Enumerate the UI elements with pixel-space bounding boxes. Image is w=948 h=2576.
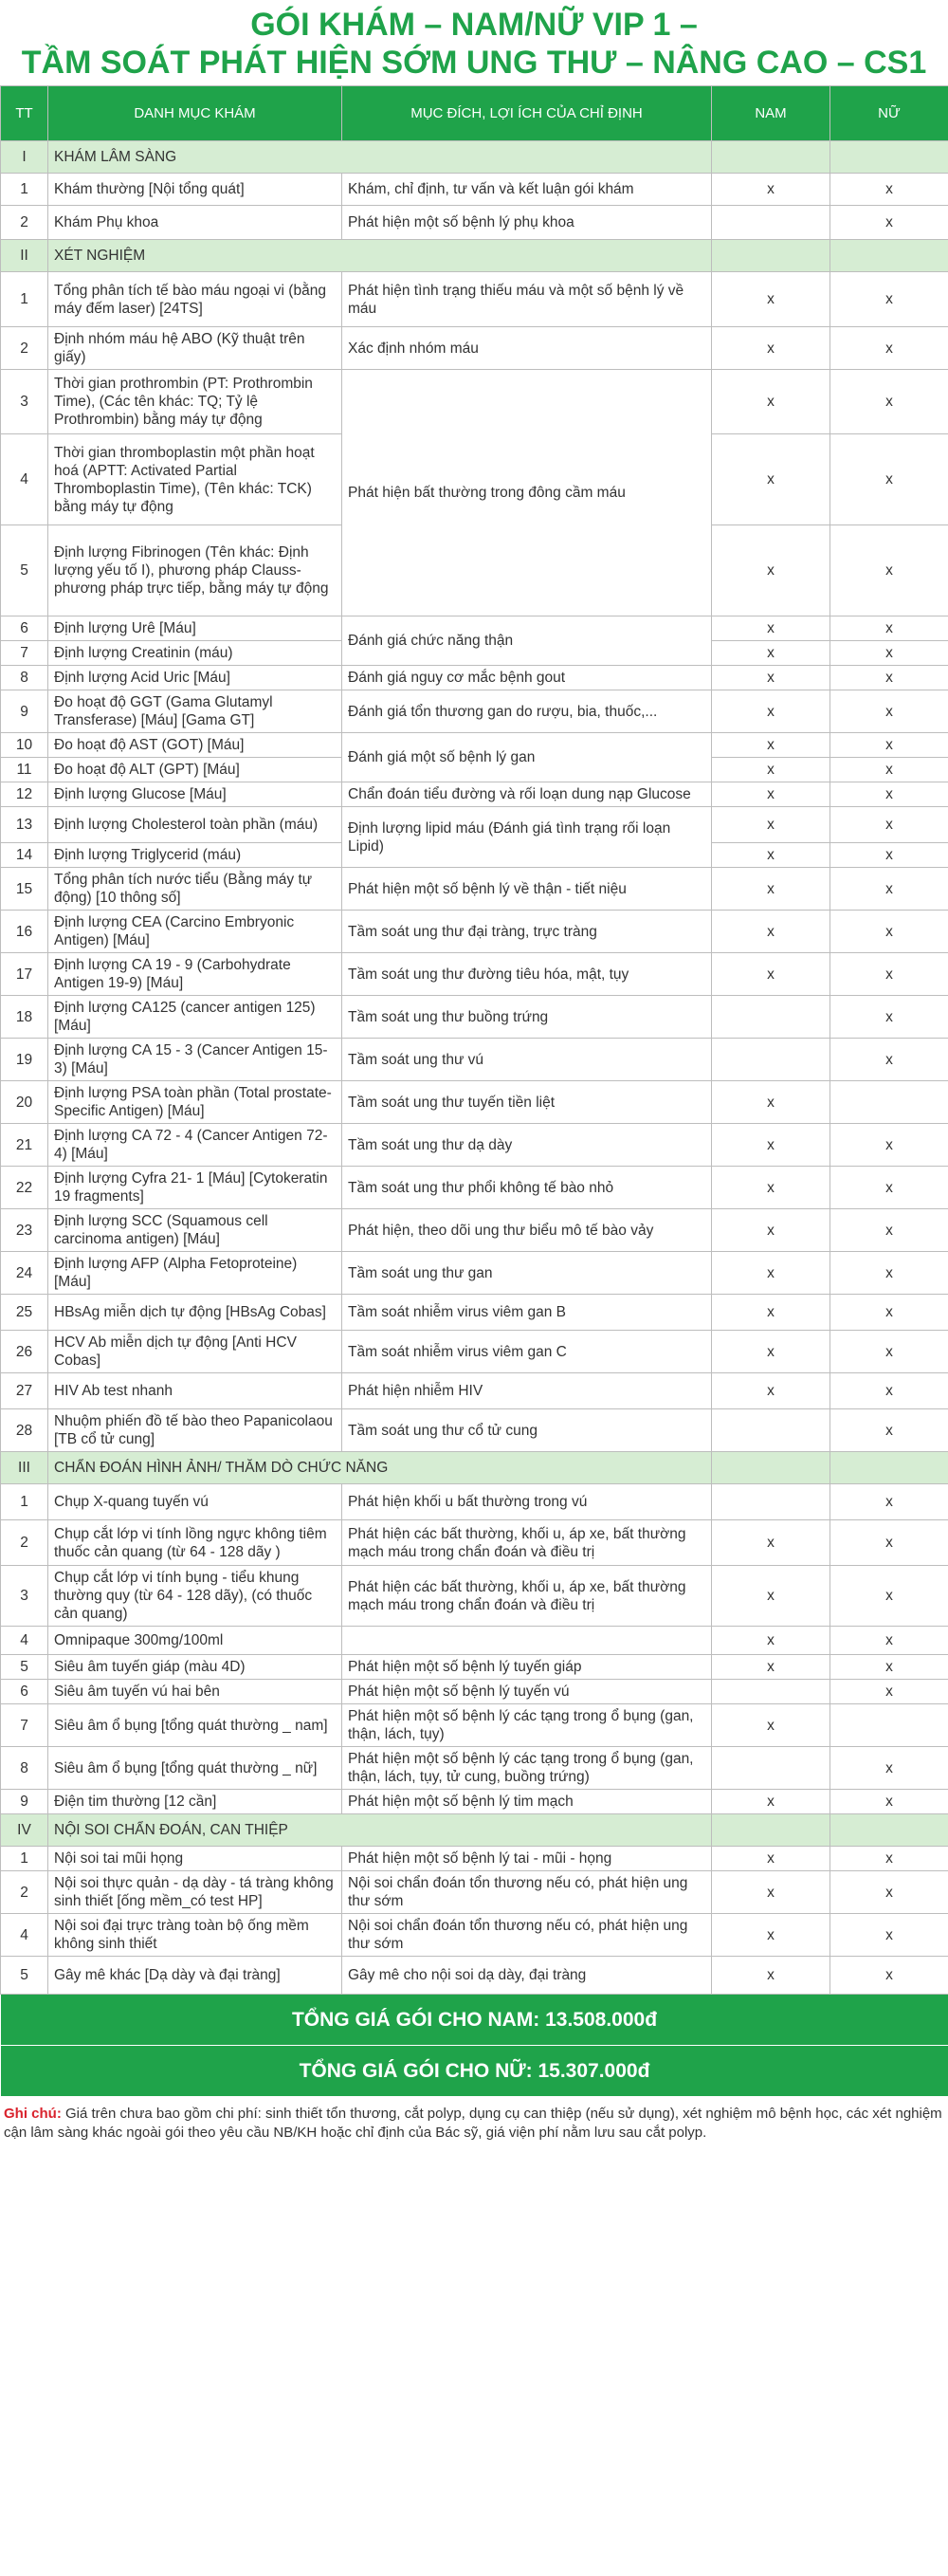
section-title: NỘI SOI CHẨN ĐOÁN, CAN THIỆP	[48, 1814, 712, 1847]
header-male: NAM	[712, 86, 830, 141]
row-number: 4	[1, 434, 48, 525]
male-mark: x	[712, 525, 830, 616]
item-name: Siêu âm ổ bụng [tổng quát thường _ nữ]	[48, 1747, 342, 1790]
item-name: Tổng phân tích tế bào máu ngoại vi (bằng máy đếm laser) [24TS]	[48, 272, 342, 327]
row-number: 20	[1, 1081, 48, 1124]
item-name: Định lượng CA 19 - 9 (Carbohydrate Antigen 19-9) [Máu]	[48, 953, 342, 996]
row-number: 23	[1, 1209, 48, 1252]
male-mark: x	[712, 1914, 830, 1957]
item-name: Định lượng CA 72 - 4 (Cancer Antigen 72- 4) [Máu]	[48, 1124, 342, 1167]
row-number: 7	[1, 641, 48, 666]
row-number: 8	[1, 1747, 48, 1790]
row-number: 19	[1, 1039, 48, 1081]
item-name: Đo hoạt độ GGT (Gama Glutamyl Transferase) [Máu] [Gama GT]	[48, 690, 342, 733]
item-purpose: Phát hiện các bất thường, khối u, áp xe, bất thường mạch máu trong chẩn đoán và điều trị	[342, 1520, 712, 1566]
female-mark: x	[830, 370, 948, 434]
female-mark: x	[830, 733, 948, 758]
row-number: 14	[1, 843, 48, 868]
item-purpose: Phát hiện một số bệnh lý về thận - tiết niệu	[342, 868, 712, 911]
item-purpose: Đánh giá chức năng thận	[342, 616, 712, 666]
table-header	[1, 86, 948, 141]
item-purpose: Phát hiện bất thường trong đông cầm máu	[342, 370, 712, 616]
total-male-row	[1, 1995, 948, 2046]
female-mark: x	[830, 690, 948, 733]
item-name: Nội soi tai mũi họng	[48, 1847, 342, 1871]
item-name: Siêu âm tuyến giáp (màu 4D)	[48, 1655, 342, 1680]
item-purpose: Tầm soát ung thư phổi không tế bào nhỏ	[342, 1167, 712, 1209]
row-number: 3	[1, 1566, 48, 1627]
item-purpose: Tầm soát ung thư buồng trứng	[342, 996, 712, 1039]
row-number: 15	[1, 868, 48, 911]
male-mark: x	[712, 1655, 830, 1680]
row-number: 11	[1, 758, 48, 782]
male-mark: x	[712, 1124, 830, 1167]
item-purpose: Phát hiện, theo dõi ung thư biểu mô tế bào vảy	[342, 1209, 712, 1252]
item-name: Siêu âm ổ bụng [tổng quát thường _ nam]	[48, 1704, 342, 1747]
item-name: Chụp cắt lớp vi tính lồng ngực không tiêm thuốc cản quang (từ 64 - 128 dãy )	[48, 1520, 342, 1566]
item-purpose: Tầm soát nhiễm virus viêm gan B	[342, 1295, 712, 1331]
title-line-2: TẦM SOÁT PHÁT HIỆN SỚM UNG THƯ – NÂNG CAO – CS1	[21, 45, 927, 81]
item-purpose: Tầm soát ung thư dạ dày	[342, 1124, 712, 1167]
female-mark: x	[830, 272, 948, 327]
table-row	[1, 1209, 948, 1252]
item-purpose: Đánh giá một số bệnh lý gan	[342, 733, 712, 782]
row-number: 2	[1, 1871, 48, 1914]
male-mark: x	[712, 641, 830, 666]
female-mark: x	[830, 1520, 948, 1566]
table-row	[1, 1847, 948, 1871]
male-mark: x	[712, 1373, 830, 1409]
item-name: Định lượng SCC (Squamous cell carcinoma antigen) [Máu]	[48, 1209, 342, 1252]
female-mark: x	[830, 174, 948, 206]
female-mark: x	[830, 843, 948, 868]
male-mark: x	[712, 953, 830, 996]
item-name: Định nhóm máu hệ ABO (Kỹ thuật trên giấy)	[48, 327, 342, 370]
row-number: 2	[1, 1520, 48, 1566]
item-purpose: Phát hiện nhiễm HIV	[342, 1373, 712, 1409]
item-name: Định lượng Fibrinogen (Tên khác: Định lượng yếu tố I), phương pháp Clauss-phương pháp trực tiếp, bằng máy tự động	[48, 525, 342, 616]
item-purpose: Phát hiện tình trạng thiếu máu và một số bệnh lý về máu	[342, 272, 712, 327]
table-row	[1, 1484, 948, 1520]
table-row	[1, 1295, 948, 1331]
footnote-text: Giá trên chưa bao gồm chi phí: sinh thiết tổn thương, cắt polyp, dụng cụ can thiệp (nếu sử dụng), xét nghiệm mô bệnh học, các xét nghiệm cận lâm sàng khác ngoài gói theo yêu cầu NB/KH hoặc chỉ định của Bác sỹ, giá viện phí nằm lưu sau cắt polyp.	[4, 2106, 942, 2141]
item-name: Định lượng Triglycerid (máu)	[48, 843, 342, 868]
total-female-row	[1, 2046, 948, 2097]
row-number: 27	[1, 1373, 48, 1409]
section-row	[1, 1814, 948, 1847]
female-mark: x	[830, 1331, 948, 1373]
row-number: 10	[1, 733, 48, 758]
male-mark: x	[712, 1081, 830, 1124]
item-name: Định lượng CA 15 - 3 (Cancer Antigen 15- 3) [Máu]	[48, 1039, 342, 1081]
table-row	[1, 1704, 948, 1747]
male-mark: x	[712, 1252, 830, 1295]
row-number: 22	[1, 1167, 48, 1209]
male-mark: x	[712, 868, 830, 911]
section-female-empty	[830, 1452, 948, 1484]
female-mark: x	[830, 1847, 948, 1871]
row-number: 2	[1, 327, 48, 370]
table-row	[1, 616, 948, 641]
section-number: IV	[1, 1814, 48, 1847]
row-number: 9	[1, 690, 48, 733]
female-mark	[830, 1081, 948, 1124]
female-mark: x	[830, 1124, 948, 1167]
table-row	[1, 1680, 948, 1704]
table-row	[1, 733, 948, 758]
item-name: HIV Ab test nhanh	[48, 1373, 342, 1409]
female-mark: x	[830, 1484, 948, 1520]
section-male-empty	[712, 240, 830, 272]
table-row	[1, 807, 948, 843]
row-number: 6	[1, 1680, 48, 1704]
table-row	[1, 1914, 948, 1957]
female-mark: x	[830, 206, 948, 240]
item-purpose: Tầm soát ung thư cổ tử cung	[342, 1409, 712, 1452]
item-purpose: Phát hiện một số bệnh lý tuyến vú	[342, 1680, 712, 1704]
page-title	[0, 0, 948, 85]
table-row	[1, 996, 948, 1039]
item-name: HBsAg miễn dịch tự động [HBsAg Cobas]	[48, 1295, 342, 1331]
table-body	[1, 141, 948, 1995]
item-name: Định lượng Urê [Máu]	[48, 616, 342, 641]
female-mark: x	[830, 868, 948, 911]
item-name: Định lượng CEA (Carcino Embryonic Antigen) [Máu]	[48, 911, 342, 953]
row-number: 2	[1, 206, 48, 240]
row-number: 7	[1, 1704, 48, 1747]
item-name: Thời gian thromboplastin một phần hoạt hoá (APTT: Activated Partial Thromboplastin Time), (Tên khác: TCK) bằng máy tự động	[48, 434, 342, 525]
table-row	[1, 666, 948, 690]
female-mark: x	[830, 1039, 948, 1081]
male-mark: x	[712, 1957, 830, 1995]
female-mark: x	[830, 1680, 948, 1704]
table-row	[1, 1655, 948, 1680]
female-mark: x	[830, 666, 948, 690]
row-number: 28	[1, 1409, 48, 1452]
male-mark: x	[712, 1847, 830, 1871]
section-title: CHẨN ĐOÁN HÌNH ẢNH/ THĂM DÒ CHỨC NĂNG	[48, 1452, 712, 1484]
item-name: Định lượng Cholesterol toàn phần (máu)	[48, 807, 342, 843]
item-name: HCV Ab miễn dịch tự động [Anti HCV Cobas]	[48, 1331, 342, 1373]
item-name: Định lượng PSA toàn phần (Total prostate-Specific Antigen) [Máu]	[48, 1081, 342, 1124]
header-item: DANH MỤC KHÁM	[48, 86, 342, 141]
item-name: Tổng phân tích nước tiểu (Bằng máy tự động) [10 thông số]	[48, 868, 342, 911]
item-name: Định lượng AFP (Alpha Fetoproteine) [Máu]	[48, 1252, 342, 1295]
female-mark: x	[830, 1252, 948, 1295]
male-mark: x	[712, 1790, 830, 1814]
item-name: Nhuộm phiến đồ tế bào theo Papanicolaou [TB cổ tử cung]	[48, 1409, 342, 1452]
male-mark: x	[712, 434, 830, 525]
male-mark: x	[712, 1520, 830, 1566]
item-name: Omnipaque 300mg/100ml	[48, 1627, 342, 1655]
item-name: Nội soi thực quản - dạ dày - tá tràng không sinh thiết [ống mềm_có test HP]	[48, 1871, 342, 1914]
male-mark: x	[712, 1209, 830, 1252]
row-number: 8	[1, 666, 48, 690]
female-mark: x	[830, 1209, 948, 1252]
male-mark	[712, 1484, 830, 1520]
male-mark: x	[712, 807, 830, 843]
male-mark: x	[712, 327, 830, 370]
row-number: 26	[1, 1331, 48, 1373]
female-mark: x	[830, 1373, 948, 1409]
male-mark	[712, 1039, 830, 1081]
section-female-empty	[830, 1814, 948, 1847]
row-number: 5	[1, 1655, 48, 1680]
row-number: 16	[1, 911, 48, 953]
row-number: 21	[1, 1124, 48, 1167]
female-mark: x	[830, 1295, 948, 1331]
item-purpose: Khám, chỉ định, tư vấn và kết luận gói khám	[342, 174, 712, 206]
table-row	[1, 206, 948, 240]
package-table	[0, 85, 948, 2097]
male-mark: x	[712, 1627, 830, 1655]
female-mark: x	[830, 996, 948, 1039]
table-row	[1, 1957, 948, 1995]
item-name: Định lượng CA125 (cancer antigen 125) [Máu]	[48, 996, 342, 1039]
row-number: 5	[1, 1957, 48, 1995]
item-purpose: Phát hiện một số bệnh lý các tạng trong ổ bụng (gan, thận, lách, tụy)	[342, 1704, 712, 1747]
male-mark	[712, 1409, 830, 1452]
item-name: Thời gian prothrombin (PT: Prothrombin Time), (Các tên khác: TQ; Tỷ lệ Prothrombin) bằng máy tự động	[48, 370, 342, 434]
male-mark: x	[712, 666, 830, 690]
table-row	[1, 782, 948, 807]
header-purpose: MỤC ĐÍCH, LỢI ÍCH CỦA CHỈ ĐỊNH	[342, 86, 712, 141]
section-number: II	[1, 240, 48, 272]
table-row	[1, 911, 948, 953]
female-mark: x	[830, 758, 948, 782]
table-row	[1, 1124, 948, 1167]
table-row	[1, 174, 948, 206]
table-row	[1, 953, 948, 996]
row-number: 1	[1, 174, 48, 206]
item-name: Khám Phụ khoa	[48, 206, 342, 240]
table-row	[1, 1081, 948, 1124]
row-number: 12	[1, 782, 48, 807]
male-mark	[712, 996, 830, 1039]
female-mark	[830, 1704, 948, 1747]
section-row	[1, 141, 948, 174]
item-purpose: Phát hiện một số bệnh lý phụ khoa	[342, 206, 712, 240]
row-number: 18	[1, 996, 48, 1039]
item-name: Định lượng Cyfra 21- 1 [Máu] [Cytokeratin 19 fragments]	[48, 1167, 342, 1209]
item-purpose: Chẩn đoán tiểu đường và rối loạn dung nạp Glucose	[342, 782, 712, 807]
item-purpose: Xác định nhóm máu	[342, 327, 712, 370]
section-row	[1, 240, 948, 272]
male-mark: x	[712, 1331, 830, 1373]
item-name: Định lượng Acid Uric [Máu]	[48, 666, 342, 690]
item-purpose	[342, 1627, 712, 1655]
item-purpose: Tầm soát ung thư đường tiêu hóa, mật, tụy	[342, 953, 712, 996]
female-mark: x	[830, 1914, 948, 1957]
male-mark: x	[712, 1704, 830, 1747]
male-mark: x	[712, 690, 830, 733]
item-purpose: Phát hiện các bất thường, khối u, áp xe, bất thường mạch máu trong chẩn đoán và điều trị	[342, 1566, 712, 1627]
title-line-1: GÓI KHÁM – NAM/NỮ VIP 1 –	[250, 7, 698, 43]
male-mark: x	[712, 1167, 830, 1209]
row-number: 1	[1, 1484, 48, 1520]
male-mark	[712, 1747, 830, 1790]
item-purpose: Gây mê cho nội soi dạ dày, đại tràng	[342, 1957, 712, 1995]
row-number: 1	[1, 1847, 48, 1871]
row-number: 4	[1, 1627, 48, 1655]
total-male: TỔNG GIÁ GÓI CHO NAM: 13.508.000đ	[1, 1995, 948, 2046]
row-number: 24	[1, 1252, 48, 1295]
item-purpose: Đánh giá tổn thương gan do rượu, bia, thuốc,...	[342, 690, 712, 733]
item-purpose: Tầm soát ung thư tuyến tiền liệt	[342, 1081, 712, 1124]
row-number: 4	[1, 1914, 48, 1957]
male-mark: x	[712, 174, 830, 206]
table-row	[1, 1520, 948, 1566]
male-mark: x	[712, 911, 830, 953]
row-number: 1	[1, 272, 48, 327]
item-purpose: Tầm soát ung thư gan	[342, 1252, 712, 1295]
male-mark: x	[712, 370, 830, 434]
item-name: Đo hoạt độ AST (GOT) [Máu]	[48, 733, 342, 758]
male-mark: x	[712, 843, 830, 868]
male-mark: x	[712, 758, 830, 782]
item-name: Gây mê khác [Dạ dày và đại tràng]	[48, 1957, 342, 1995]
item-name: Chụp X-quang tuyến vú	[48, 1484, 342, 1520]
female-mark: x	[830, 1627, 948, 1655]
male-mark: x	[712, 1566, 830, 1627]
item-name: Nội soi đại trực tràng toàn bộ ống mềm không sinh thiết	[48, 1914, 342, 1957]
item-purpose: Phát hiện một số bệnh lý các tạng trong ổ bụng (gan, thận, lách, tụy, tử cung, buồng trứng)	[342, 1747, 712, 1790]
item-purpose: Tầm soát ung thư đại tràng, trực tràng	[342, 911, 712, 953]
section-row	[1, 1452, 948, 1484]
item-name: Đo hoạt độ ALT (GPT) [Máu]	[48, 758, 342, 782]
male-mark: x	[712, 733, 830, 758]
table-row	[1, 1373, 948, 1409]
footnote-label: Ghi chú:	[4, 2106, 62, 2122]
male-mark: x	[712, 1871, 830, 1914]
female-mark: x	[830, 1566, 948, 1627]
table-row	[1, 1871, 948, 1914]
male-mark: x	[712, 616, 830, 641]
item-purpose: Nội soi chẩn đoán tổn thương nếu có, phát hiện ung thư sớm	[342, 1871, 712, 1914]
section-female-empty	[830, 240, 948, 272]
female-mark: x	[830, 1747, 948, 1790]
table-row	[1, 1252, 948, 1295]
section-title: KHÁM LÂM SÀNG	[48, 141, 712, 174]
row-number: 13	[1, 807, 48, 843]
table-row	[1, 370, 948, 434]
item-name: Điện tim thường [12 cần]	[48, 1790, 342, 1814]
table-row	[1, 1566, 948, 1627]
item-purpose: Phát hiện khối u bất thường trong vú	[342, 1484, 712, 1520]
row-number: 17	[1, 953, 48, 996]
table-row	[1, 1747, 948, 1790]
item-name: Siêu âm tuyến vú hai bên	[48, 1680, 342, 1704]
female-mark: x	[830, 953, 948, 996]
female-mark: x	[830, 641, 948, 666]
table-row	[1, 690, 948, 733]
table-row	[1, 327, 948, 370]
table-row	[1, 1039, 948, 1081]
female-mark: x	[830, 911, 948, 953]
section-male-empty	[712, 1814, 830, 1847]
female-mark: x	[830, 1167, 948, 1209]
section-number: III	[1, 1452, 48, 1484]
male-mark	[712, 206, 830, 240]
female-mark: x	[830, 782, 948, 807]
table-row	[1, 1790, 948, 1814]
table-row	[1, 1409, 948, 1452]
section-male-empty	[712, 141, 830, 174]
section-female-empty	[830, 141, 948, 174]
female-mark: x	[830, 434, 948, 525]
female-mark: x	[830, 1871, 948, 1914]
female-mark: x	[830, 807, 948, 843]
item-purpose: Đánh giá nguy cơ mắc bệnh gout	[342, 666, 712, 690]
item-purpose: Phát hiện một số bệnh lý tai - mũi - họng	[342, 1847, 712, 1871]
table-row	[1, 272, 948, 327]
male-mark: x	[712, 782, 830, 807]
total-female: TỔNG GIÁ GÓI CHO NỮ: 15.307.000đ	[1, 2046, 948, 2097]
female-mark: x	[830, 1790, 948, 1814]
table-row	[1, 1627, 948, 1655]
female-mark: x	[830, 1957, 948, 1995]
row-number: 5	[1, 525, 48, 616]
section-title: XÉT NGHIỆM	[48, 240, 712, 272]
female-mark: x	[830, 1655, 948, 1680]
table-row	[1, 1331, 948, 1373]
item-purpose: Phát hiện một số bệnh lý tim mạch	[342, 1790, 712, 1814]
female-mark: x	[830, 525, 948, 616]
male-mark	[712, 1680, 830, 1704]
footnote	[0, 2097, 948, 2143]
row-number: 6	[1, 616, 48, 641]
item-purpose: Tầm soát nhiễm virus viêm gan C	[342, 1331, 712, 1373]
item-purpose: Nội soi chẩn đoán tổn thương nếu có, phát hiện ung thư sớm	[342, 1914, 712, 1957]
row-number: 3	[1, 370, 48, 434]
item-name: Chụp cắt lớp vi tính bụng - tiểu khung thường quy (từ 64 - 128 dãy), (có thuốc cản quang)	[48, 1566, 342, 1627]
section-male-empty	[712, 1452, 830, 1484]
row-number: 25	[1, 1295, 48, 1331]
item-name: Định lượng Creatinin (máu)	[48, 641, 342, 666]
item-purpose: Phát hiện một số bệnh lý tuyến giáp	[342, 1655, 712, 1680]
female-mark: x	[830, 1409, 948, 1452]
item-purpose: Định lượng lipid máu (Đánh giá tình trạng rối loạn Lipid)	[342, 807, 712, 868]
female-mark: x	[830, 327, 948, 370]
header-tt: TT	[1, 86, 48, 141]
item-name: Khám thường [Nội tổng quát]	[48, 174, 342, 206]
header-female: NỮ	[830, 86, 948, 141]
item-name: Định lượng Glucose [Máu]	[48, 782, 342, 807]
table-row	[1, 1167, 948, 1209]
section-number: I	[1, 141, 48, 174]
male-mark: x	[712, 272, 830, 327]
row-number: 9	[1, 1790, 48, 1814]
item-purpose: Tầm soát ung thư vú	[342, 1039, 712, 1081]
table-row	[1, 868, 948, 911]
male-mark: x	[712, 1295, 830, 1331]
female-mark: x	[830, 616, 948, 641]
